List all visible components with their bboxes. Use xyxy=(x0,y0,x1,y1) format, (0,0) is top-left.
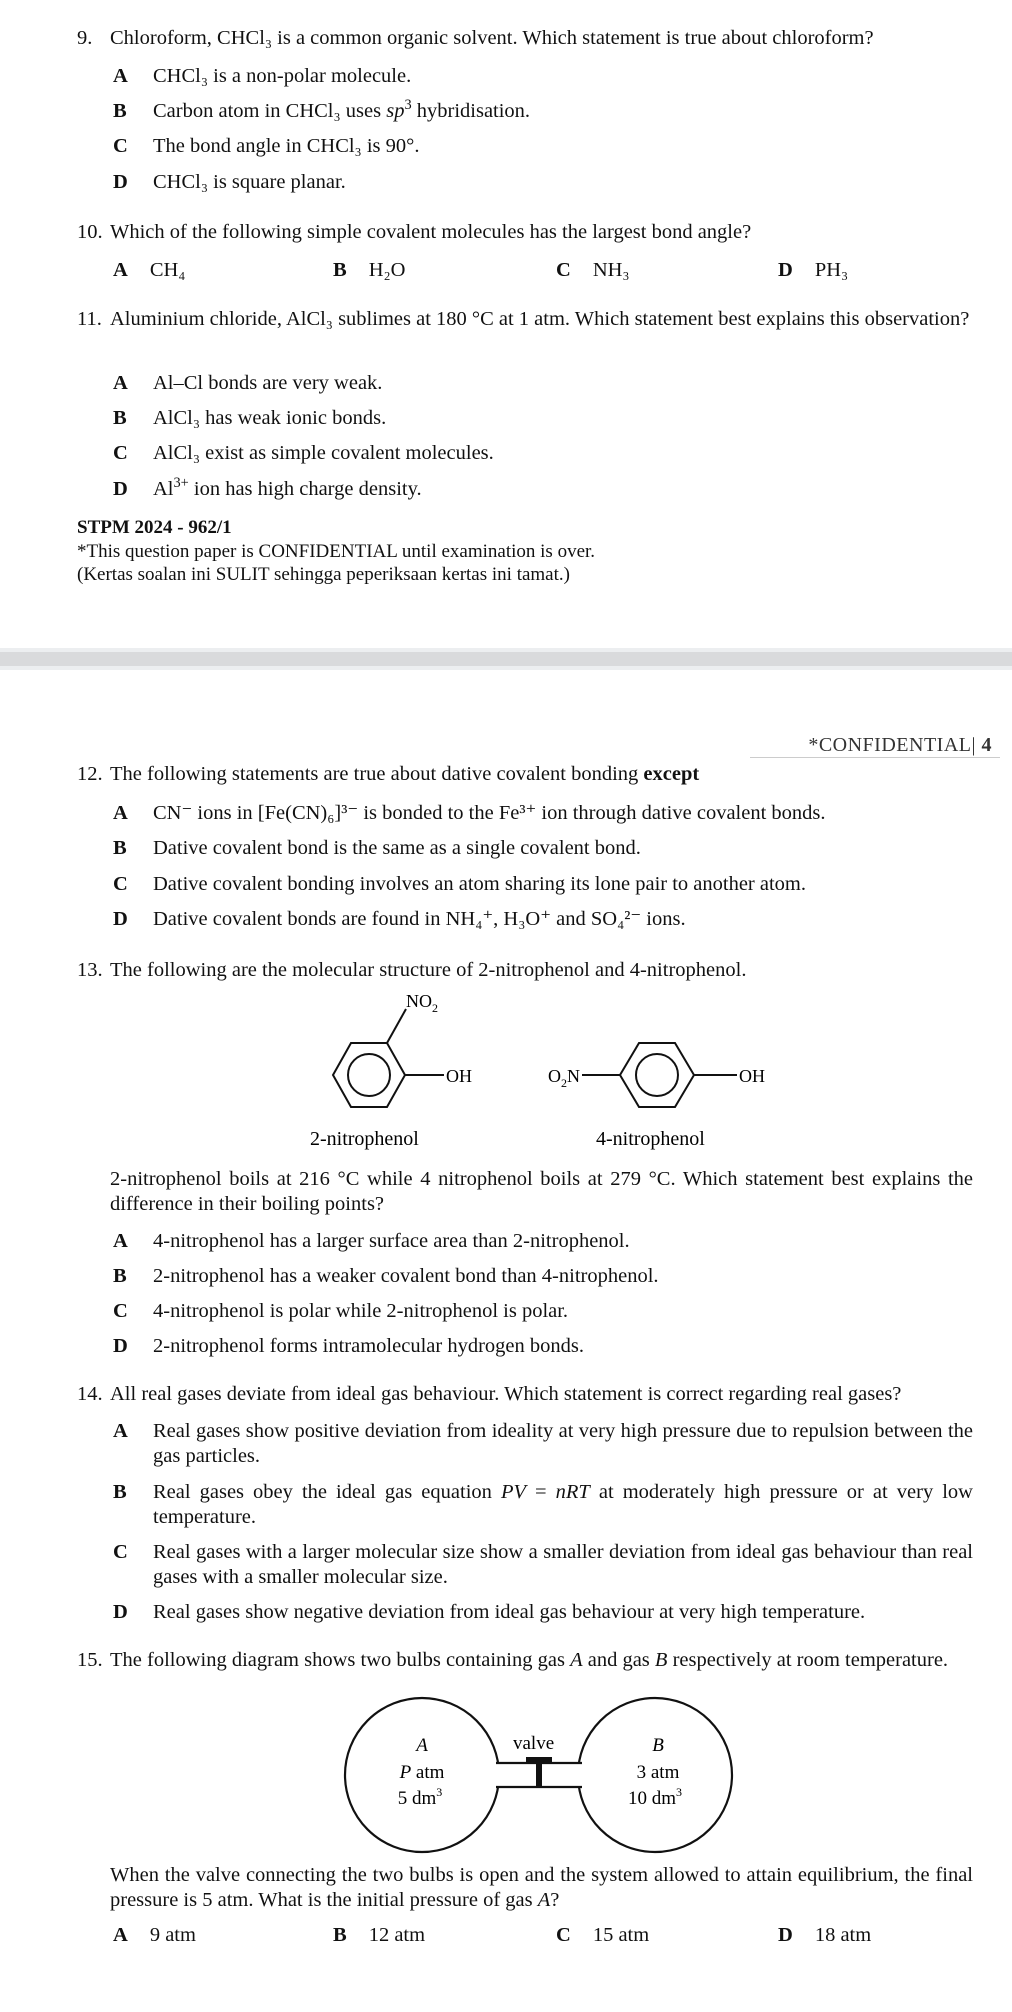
question-text: Which of the following simple covalent molecules has the largest bond angle? xyxy=(110,221,752,243)
option-14c[interactable] xyxy=(113,1540,973,1590)
option-letter: B xyxy=(333,1924,347,1946)
page-divider xyxy=(0,652,1012,666)
option-text: The bond angle in CHCl₃ is 90°. xyxy=(153,135,420,157)
aromatic-circle-right xyxy=(636,1054,678,1096)
o2n-group: $O_2N$ xyxy=(548,1066,580,1090)
question-number: 15. xyxy=(77,1649,103,1671)
option-text: 2-nitrophenol has a weaker covalent bond than 4-nitrophenol. xyxy=(153,1265,659,1287)
page-number: 4 xyxy=(981,734,992,756)
option-letter: D xyxy=(113,171,128,193)
confidential-note-malay: (Kertas soalan ini SULIT sehingga peperiksaan kertas ini tamat.) xyxy=(77,564,570,585)
option-letter: A xyxy=(113,1924,128,1946)
option-letter: C xyxy=(113,1541,128,1563)
benzene-ring-right xyxy=(620,1043,694,1107)
no2-group: $NO_2$ xyxy=(406,991,438,1015)
option-text: 9 atm xyxy=(149,1924,196,1946)
option-letter: C xyxy=(113,442,128,464)
question-text: The following are the molecular structure of 2-nitrophenol and 4-nitrophenol. xyxy=(110,959,747,981)
option-text: 4-nitrophenol is polar while 2-nitrophenol is polar. xyxy=(153,1300,569,1322)
option-text: CHCl₃ is square planar. xyxy=(153,171,346,193)
structure-2-nitrophenol xyxy=(333,991,472,1107)
gas-bulbs-diagram xyxy=(0,1695,1012,1860)
option-14a[interactable] xyxy=(113,1419,973,1469)
option-text: 4-nitrophenol has a larger surface area than 2-nitrophenol. xyxy=(153,1230,630,1252)
option-text: CN⁻ ions in [Fe(CN)₆]³⁻ is bonded to the Fe³⁺ ion through dative covalent bonds. xyxy=(153,802,826,824)
option-14b[interactable] xyxy=(113,1480,973,1530)
option-10b[interactable] xyxy=(333,258,405,283)
bulb-a-name: A xyxy=(416,1735,428,1756)
option-text: AlCl₃ exist as simple covalent molecules. xyxy=(153,442,494,464)
paper-code: STPM 2024 - 962/1 xyxy=(77,517,232,538)
bulb-a-volume: 5 $dm^3$ xyxy=(397,1785,443,1809)
page-header: *CONFIDENTIAL| 4 xyxy=(808,734,992,756)
option-10a[interactable] xyxy=(113,258,185,283)
option-letter: D xyxy=(113,908,128,930)
option-10c[interactable] xyxy=(556,258,630,283)
option-letter: C xyxy=(113,873,128,895)
option-letter: C xyxy=(556,1924,571,1946)
option-15d[interactable] xyxy=(778,1923,871,1948)
option-letter: B xyxy=(113,837,127,859)
question-15-stem: When the valve connecting the two bulbs is open and the system allowed to attain equilibrium, the final pressure is 5 atm. What is the initial pressure of gas A? xyxy=(110,1864,973,1911)
oh-group-right: OH xyxy=(739,1066,765,1086)
oh-group-left: OH xyxy=(446,1066,472,1086)
option-text: Carbon atom in CHCl₃ uses $sp^3$ hybridisation. xyxy=(153,97,531,122)
option-letter: D xyxy=(778,259,793,281)
option-text: 18 atm xyxy=(814,1924,872,1946)
confidential-note: *This question paper is CONFIDENTIAL until examination is over. xyxy=(77,541,596,562)
option-text: Dative covalent bonds are found in NH₄⁺, H₃O⁺ and SO₄²⁻ ions. xyxy=(153,908,686,930)
option-text: NH₃ xyxy=(592,259,630,281)
bulb-a-pressure: P atm xyxy=(399,1762,445,1783)
option-letter: D xyxy=(113,1601,128,1623)
option-text: H₂O xyxy=(368,259,406,281)
option-letter: B xyxy=(113,1265,127,1287)
option-letter: B xyxy=(113,407,127,429)
question-13-stem: 2-nitrophenol boils at 216 °C while 4 nitrophenol boils at 279 °C. Which statement best explains the difference in their boiling points? xyxy=(110,1168,973,1215)
option-text: CH₄ xyxy=(149,259,186,281)
question-number: 14. xyxy=(77,1383,103,1405)
option-text: Dative covalent bonding involves an atom sharing its lone pair to another atom. xyxy=(153,873,806,895)
option-letter: A xyxy=(113,1230,128,1252)
option-letter: B xyxy=(113,1481,127,1503)
option-letter: A xyxy=(113,259,128,281)
option-15c[interactable] xyxy=(556,1923,649,1948)
question-number: 9. xyxy=(77,27,93,49)
option-text: 2-nitrophenol forms intramolecular hydrogen bonds. xyxy=(153,1335,584,1357)
benzene-ring-left xyxy=(333,1043,405,1107)
option-text: Al–Cl bonds are very weak. xyxy=(153,372,383,394)
label-2-nitrophenol: 2-nitrophenol xyxy=(310,1128,419,1150)
question-number: 12. xyxy=(77,763,103,785)
confidential-label: *CONFIDENTIAL xyxy=(808,734,972,756)
question-text: All real gases deviate from ideal gas behaviour. Which statement is correct regarding real gases? xyxy=(110,1383,902,1405)
option-letter: D xyxy=(113,478,128,500)
option-letter: A xyxy=(113,802,128,824)
option-letter: A xyxy=(113,372,128,394)
label-4-nitrophenol: 4-nitrophenol xyxy=(596,1128,705,1150)
question-15 xyxy=(77,1648,977,1698)
option-text: AlCl₃ has weak ionic bonds. xyxy=(153,407,387,429)
question-11 xyxy=(77,307,977,357)
question-text: Aluminium chloride, AlCl₃ sublimes at 180 °C at 1 atm. Which statement best explains this observation? xyxy=(110,308,970,330)
question-text: The following diagram shows two bulbs containing gas A and gas B respectively at room temperature. xyxy=(110,1649,949,1671)
option-letter: C xyxy=(113,135,128,157)
question-text: The following statements are true about dative covalent bonding except xyxy=(110,763,700,785)
header-rule xyxy=(750,757,1000,758)
option-letter: A xyxy=(113,1420,128,1442)
option-letter: D xyxy=(113,1335,128,1357)
option-letter: B xyxy=(113,100,127,122)
option-text: 12 atm xyxy=(368,1924,426,1946)
option-letter: D xyxy=(778,1924,793,1946)
option-text: Real gases obey the ideal gas equation PV = nRT at moderately high pressure or at very low temperature. xyxy=(153,1481,973,1528)
option-letter: B xyxy=(333,259,347,281)
question-number: 13. xyxy=(77,959,103,981)
nitrophenol-structures xyxy=(0,985,1012,1155)
valve-label: valve xyxy=(513,1733,555,1754)
bulb-b-name: B xyxy=(652,1735,664,1756)
question-number: 11. xyxy=(77,308,102,330)
option-text: Real gases show positive deviation from ideality at very high pressure due to repulsion between the gas particles. xyxy=(153,1420,973,1467)
question-text: Chloroform, CHCl₃ is a common organic solvent. Which statement is true about chloroform? xyxy=(110,27,874,49)
option-text: Dative covalent bond is the same as a single covalent bond. xyxy=(153,837,641,859)
option-text: $Al^{3+}$ ion has high charge density. xyxy=(153,475,422,500)
bulb-b-volume: 10 $dm^3$ xyxy=(627,1785,683,1809)
structure-4-nitrophenol xyxy=(548,1043,765,1107)
option-text: PH₃ xyxy=(814,259,849,281)
bulb-b-pressure: 3 atm xyxy=(636,1762,680,1783)
aromatic-circle-left xyxy=(348,1054,390,1096)
bond-to-no2 xyxy=(387,1009,406,1043)
option-text: CHCl₃ is a non-polar molecule. xyxy=(153,65,412,87)
option-text: Real gases with a larger molecular size show a smaller deviation from ideal gas behaviour than real gases with a smaller molecular size. xyxy=(153,1541,973,1588)
option-15a[interactable] xyxy=(113,1923,196,1948)
option-10d[interactable] xyxy=(778,258,848,283)
option-letter: C xyxy=(556,259,571,281)
page-divider-bottom xyxy=(0,666,1012,670)
option-text: 15 atm xyxy=(592,1924,650,1946)
option-text: Real gases show negative deviation from ideal gas behaviour at very high temperature. xyxy=(153,1601,866,1623)
option-15b[interactable] xyxy=(333,1923,425,1948)
question-number: 10. xyxy=(77,221,103,243)
option-letter: C xyxy=(113,1300,128,1322)
option-letter: A xyxy=(113,65,128,87)
